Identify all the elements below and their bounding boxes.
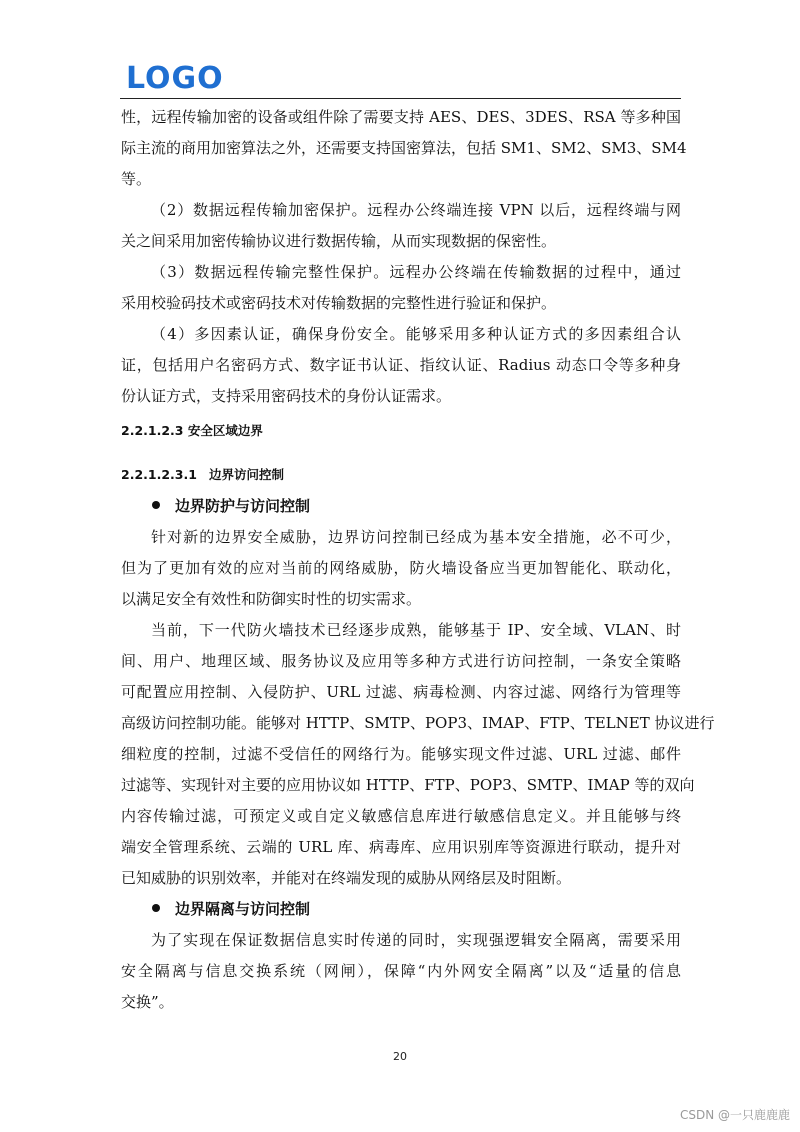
bullet-text: 边界防护与访问控制 — [175, 497, 311, 515]
text-line: 当前，下一代防火墙技术已经逐步成熟，能够基于 IP、安全域、VLAN、时 — [151, 621, 681, 639]
text-line: 内容传输过滤，可预定义或自定义敏感信息库进行敏感信息定义。并且能够与终 — [121, 807, 681, 825]
text-line: 关之间采用加密传输协议进行数据传输，从而实现数据的保密性。 — [121, 232, 557, 250]
page-number: 20 — [393, 1050, 407, 1063]
text-line: （2）数据远程传输加密保护。远程办公终端连接 VPN 以后，远程终端与网 — [151, 201, 681, 219]
document-body — [121, 102, 715, 1018]
text-line: 安全隔离与信息交换系统（网闸），保障“内外网安全隔离”以及“适量的信息 — [121, 962, 681, 980]
text-line: 细粒度的控制，过滤不受信任的网络行为。能够实现文件过滤、URL 过滤、邮件 — [121, 745, 681, 763]
paragraph-boundary-threats — [121, 522, 681, 615]
bullet-dot-icon — [152, 904, 160, 912]
text-line: 采用校验码技术或密码技术对传输数据的完整性进行验证和保护。 — [121, 294, 557, 312]
text-line: 等。 — [121, 170, 152, 188]
subsection-heading — [121, 465, 681, 485]
paragraph-remote-encryption — [121, 195, 681, 257]
subsection-title: 边界访问控制 — [209, 467, 285, 482]
bullet-text: 边界隔离与访问控制 — [175, 900, 311, 918]
text-line: （4）多因素认证，确保身份安全。能够采用多种认证方式的多因素组合认 — [151, 325, 681, 343]
text-line: 份认证方式，支持采用密码技术的身份认证需求。 — [121, 387, 452, 405]
watermark: CSDN @一只鹿鹿鹿 — [679, 1108, 790, 1122]
bullet-dot-icon — [152, 501, 160, 509]
text-line: 高级访问控制功能。能够对 HTTP、SMTP、POP3、IMAP、FTP、TELNET 协议进行 — [121, 714, 715, 732]
header-divider — [120, 98, 681, 99]
text-line: 以满足安全有效性和防御实时性的切实需求。 — [121, 590, 422, 608]
section-heading: 2.2.1.2.3 安全区域边界 — [121, 423, 263, 438]
text-line: 可配置应用控制、入侵防护、URL 过滤、病毒检测、内容过滤、网络行为管理等 — [121, 683, 681, 701]
text-line: 过滤等、实现针对主要的应用协议如 HTTP、FTP、POP3、SMTP、IMAP 等的双向 — [121, 776, 695, 794]
paragraph-remote-integrity — [121, 257, 681, 319]
text-line: 间、用户、地理区域、服务协议及应用等多种方式进行访问控制，一条安全策略 — [121, 652, 681, 670]
text-line: 已知威胁的识别效率，并能对在终端发现的威胁从网络层及时阻断。 — [121, 869, 572, 887]
text-line: 性，远程传输加密的设备或组件除了需要支持 AES、DES、3DES、RSA 等多种国 — [121, 108, 681, 126]
paragraph-encryption-algorithms — [121, 102, 687, 195]
text-line: （3）数据远程传输完整性保护。远程办公终端在传输数据的过程中，通过 — [151, 263, 681, 281]
bullet-heading-boundary-protection — [121, 491, 681, 522]
text-line: 端安全管理系统、云端的 URL 库、病毒库、应用识别库等资源进行联动，提升对 — [121, 838, 681, 856]
text-line: 针对新的边界安全威胁，边界访问控制已经成为基本安全措施，必不可少， — [151, 528, 681, 546]
text-line: 为了实现在保证数据信息实时传递的同时，实现强逻辑安全隔离，需要采用 — [151, 931, 681, 949]
paragraph-next-gen-firewall — [121, 615, 715, 894]
text-line: 证，包括用户名密码方式、数字证书认证、指纹认证、Radius 动态口令等多种身 — [121, 356, 681, 374]
paragraph-network-gate — [121, 925, 681, 1018]
text-line: 交换”。 — [121, 993, 174, 1011]
subsection-number: 2.2.1.2.3.1 — [121, 467, 197, 482]
text-line: 但为了更加有效的应对当前的网络威胁，防火墙设备应当更加智能化、联动化， — [121, 559, 681, 577]
text-line: 际主流的商用加密算法之外，还需要支持国密算法，包括 SM1、SM2、SM3、SM4 — [121, 139, 687, 157]
paragraph-multifactor-auth — [121, 319, 681, 412]
bullet-heading-boundary-isolation — [121, 894, 681, 925]
logo: LOGO — [126, 61, 224, 96]
